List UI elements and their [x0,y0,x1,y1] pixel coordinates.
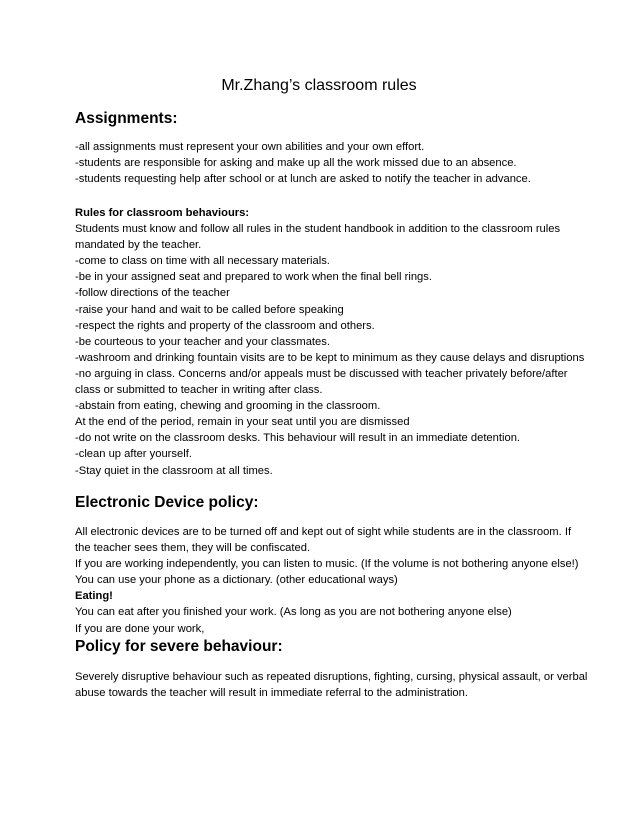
behaviour-rule: -respect the rights and property of the classroom and others. [75,319,375,332]
electronic-policy-line: All electronic devices are to be turned off and kept out of sight while students are in the classroom. If [75,526,572,538]
assignments-heading: Assignments: [75,110,178,127]
electronic-policy-line: If you are done your work, [75,622,205,635]
behaviour-rule: -raise your hand and wait to be called before speaking [75,303,344,316]
behaviour-rule: -do not write on the classroom desks. This behaviour will result in an immediate detention. [75,432,521,445]
electronic-policy-heading: Electronic Device policy: [75,494,259,511]
assignments-line: -students requesting help after school or at lunch are asked to notify the teacher in advance. [75,173,531,186]
severe-policy-body [75,669,588,701]
severe-policy-heading-block [75,637,565,657]
behaviour-rule: class or submitted to teacher in writing after class. [75,384,323,397]
severe-policy-heading: Policy for severe behaviour: [75,638,283,655]
electronic-policy-line: You can eat after you finished your work. (As long as you are not bothering anyone else) [75,606,512,619]
assignments-list [75,139,565,187]
behaviour-rule: -be courteous to your teacher and your classmates. [75,335,330,348]
assignments-line: -students are responsible for asking and make up all the work missed due to an absence. [75,157,517,170]
behaviour-rule: At the end of the period, remain in your seat until you are dismissed [75,416,410,429]
electronic-policy-line: the teacher sees them, they will be confiscated. [75,542,311,555]
behaviour-rule: -come to class on time with all necessary materials. [75,255,330,268]
classroom-behaviours-intro: mandated by the teacher. [75,239,202,252]
electronic-policy-body [75,524,579,637]
behaviour-rule: -follow directions of the teacher [75,287,230,300]
behaviour-rule: -washroom and drinking fountain visits are to be kept to minimum as they cause delays and disruptions [75,351,585,364]
behaviour-rule: -be in your assigned seat and prepared to work when the final bell rings. [75,271,432,284]
electronic-policy-heading-block [75,493,565,513]
severe-policy-line: Severely disruptive behaviour such as repeated disruptions, fighting, cursing, physical assault, or verbal [75,671,588,683]
document-title: Mr.Zhang’s classroom rules [221,77,417,94]
classroom-behaviours-intro: Students must know and follow all rules in the student handbook in addition to the classroom rules [75,223,561,236]
behaviour-rule: -abstain from eating, chewing and grooming in the classroom. [75,400,381,413]
electronic-policy-line: You can use your phone as a dictionary. (other educational ways) [75,574,398,587]
severe-policy-line: abuse towards the teacher will result in immediate referral to the administration. [75,687,468,700]
classroom-behaviours-section [75,205,585,479]
behaviour-rule: -clean up after yourself. [75,448,192,461]
classroom-behaviours-subheading: Rules for classroom behaviours: [75,207,250,219]
eating-label: Eating! [75,590,113,603]
assignments-section [75,109,565,129]
assignments-line: -all assignments must represent your own abilities and your own effort. [75,141,425,153]
electronic-policy-line: If you are working independently, you can listen to music. (If the volume is not bothering anyone else!) [75,558,579,571]
behaviour-rule: -Stay quiet in the classroom at all times. [75,464,273,477]
behaviour-rule: -no arguing in class. Concerns and/or appeals must be discussed with teacher privately before/after [75,367,568,380]
